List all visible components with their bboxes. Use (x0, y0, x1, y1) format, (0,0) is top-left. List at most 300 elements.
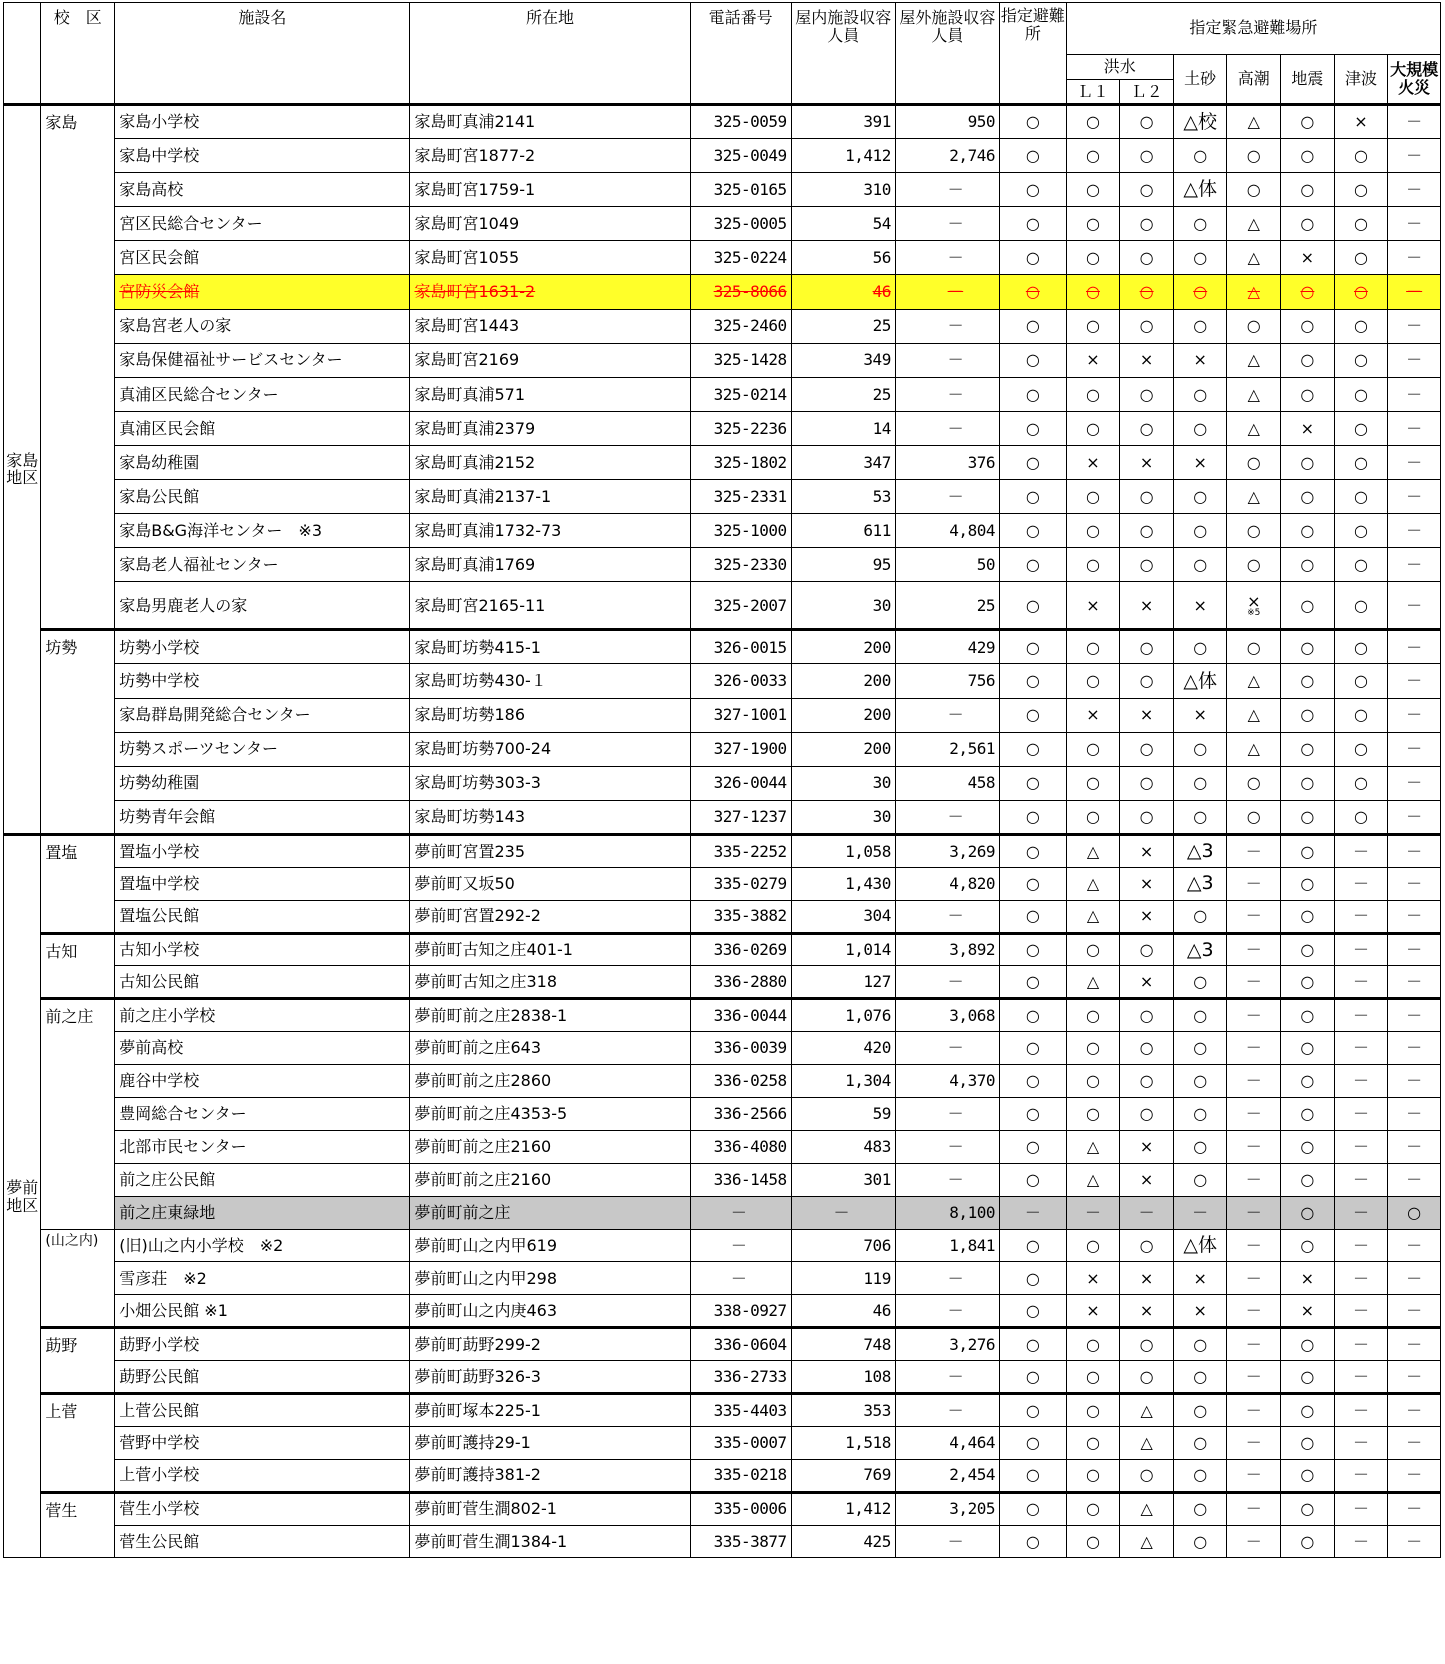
mark-tsunami (1334, 1426, 1388, 1459)
mark-symbol: × (1193, 595, 1207, 615)
mark-fire (1388, 1426, 1441, 1459)
mark-tsunami (1334, 1098, 1388, 1131)
mark-designated (999, 1065, 1066, 1098)
facility-name: (旧)山之内小学校 ※2 (115, 1229, 410, 1262)
mark-symbol: － (1138, 1202, 1155, 1222)
facility-phone: 325-0005 (690, 207, 791, 241)
mark-flood-l2 (1120, 1295, 1174, 1328)
mark-symbol: ○ (1139, 1334, 1154, 1354)
mark-storm-surge (1227, 1229, 1281, 1262)
mark-symbol: ○ (1025, 112, 1040, 132)
mark-landslide (1173, 275, 1227, 309)
mark-symbol: ○ (1300, 1499, 1315, 1519)
facility-address: 家島町真浦2141 (410, 105, 690, 139)
mark-storm-surge (1227, 343, 1281, 377)
mark-symbol: ○ (1193, 1104, 1208, 1124)
mark-storm-surge (1227, 139, 1281, 173)
mark-symbol: － (1406, 972, 1423, 992)
mark-fire (1388, 698, 1441, 732)
facility-name: 豊岡総合センター (115, 1098, 410, 1131)
mark-symbol: ○ (1139, 316, 1154, 336)
mark-symbol: ○ (1086, 418, 1100, 438)
mark-symbol: ○ (1139, 1038, 1154, 1058)
outdoor-capacity: － (895, 173, 999, 207)
mark-flood-l2 (1120, 933, 1174, 966)
mark-designated (999, 664, 1066, 698)
mark-symbol: △3 (1186, 938, 1214, 961)
facility-phone: 325-0214 (690, 377, 791, 411)
mark-symbol: △ (1247, 384, 1260, 404)
mark-tsunami (1334, 548, 1388, 582)
mark-fire (1388, 275, 1441, 309)
header-blank (4, 3, 41, 105)
mark-symbol: ○ (1353, 671, 1368, 691)
mark-fire (1388, 732, 1441, 766)
mark-tsunami (1334, 1262, 1388, 1295)
facility-phone: 335-0006 (690, 1492, 791, 1525)
facility-address: 夢前町前之庄2838-1 (410, 999, 690, 1032)
shelter-table-sheet (3, 2, 1441, 1558)
mark-earthquake (1281, 834, 1335, 867)
mark-landslide (1173, 630, 1227, 664)
mark-tsunami (1334, 445, 1388, 479)
mark-flood-l2 (1120, 1492, 1174, 1525)
mark-landslide (1173, 1163, 1227, 1196)
mark-symbol: × (1139, 350, 1154, 370)
table-row (4, 1328, 1441, 1361)
header-fire: 大規模火災 (1388, 55, 1441, 105)
mark-storm-surge (1227, 173, 1281, 207)
mark-flood-l2 (1120, 1328, 1174, 1361)
mark-flood-l1 (1066, 1394, 1120, 1427)
mark-symbol: △ (1247, 248, 1260, 268)
mark-fire (1388, 1032, 1441, 1065)
mark-earthquake (1281, 275, 1335, 309)
mark-symbol: － (1406, 1268, 1423, 1288)
facility-phone: 327-1001 (690, 698, 791, 732)
mark-tsunami (1334, 514, 1388, 548)
mark-tsunami (1334, 139, 1388, 173)
mark-flood-l2 (1120, 1196, 1174, 1229)
mark-symbol: ○ (1139, 1465, 1154, 1485)
school-district-label: 古知 (41, 933, 115, 999)
mark-symbol: ○ (1086, 1104, 1100, 1124)
mark-fire (1388, 1229, 1441, 1262)
mark-symbol: ○ (1025, 595, 1040, 615)
facility-address: 家島町宮2165-11 (410, 582, 690, 630)
mark-symbol: ○ (1300, 112, 1315, 132)
facility-phone: 336-0039 (690, 1032, 791, 1065)
mark-flood-l1 (1066, 1196, 1120, 1229)
mark-designated (999, 173, 1066, 207)
header-school: 校 区 (41, 3, 115, 105)
mark-symbol: ○ (1193, 282, 1208, 302)
mark-symbol: ○ (1025, 1433, 1040, 1453)
mark-symbol: ○ (1025, 1235, 1040, 1255)
facility-name: 菅野中学校 (115, 1426, 410, 1459)
mark-symbol: ○ (1353, 452, 1368, 472)
mark-landslide (1173, 1098, 1227, 1131)
table-row (4, 630, 1441, 664)
mark-tsunami (1334, 1525, 1388, 1558)
mark-symbol: － (1245, 1433, 1262, 1453)
facility-phone: 325-2460 (690, 309, 791, 343)
district-label: 家島地区 (4, 105, 41, 835)
mark-symbol: － (1084, 1202, 1101, 1222)
mark-symbol: － (1406, 1137, 1423, 1157)
mark-symbol: ○ (1139, 940, 1154, 960)
mark-symbol: × (1139, 705, 1154, 725)
mark-symbol: － (1352, 1268, 1369, 1288)
facility-address: 夢前町菅生澗1384-1 (410, 1525, 690, 1558)
header-emergency: 指定緊急避難場所 (1066, 3, 1440, 55)
mark-symbol: － (1352, 1137, 1369, 1157)
facility-phone: 335-0279 (690, 867, 791, 900)
mark-storm-surge (1227, 732, 1281, 766)
mark-flood-l2 (1120, 867, 1174, 900)
mark-symbol: × (1086, 1300, 1100, 1320)
mark-symbol: △ (1086, 1137, 1100, 1157)
mark-symbol: ○ (1300, 906, 1315, 926)
mark-symbol: ○ (1407, 1202, 1422, 1222)
mark-symbol: － (1406, 1531, 1423, 1551)
outdoor-capacity: 8,100 (895, 1196, 999, 1229)
table-row (4, 1262, 1441, 1295)
mark-landslide (1173, 1065, 1227, 1098)
mark-tsunami (1334, 207, 1388, 241)
mark-flood-l2 (1120, 1525, 1174, 1558)
indoor-capacity: 425 (791, 1525, 895, 1558)
facility-phone: 325-1428 (690, 343, 791, 377)
mark-symbol: △体 (1183, 178, 1217, 201)
mark-fire (1388, 999, 1441, 1032)
mark-flood-l2 (1120, 900, 1174, 933)
mark-tsunami (1334, 480, 1388, 514)
mark-flood-l1 (1066, 241, 1120, 275)
mark-landslide (1173, 377, 1227, 411)
mark-symbol: ○ (1025, 1005, 1040, 1025)
indoor-capacity: 706 (791, 1229, 895, 1262)
indoor-capacity: 310 (791, 173, 895, 207)
outdoor-capacity: 376 (895, 445, 999, 479)
mark-symbol: △ (1086, 906, 1100, 926)
outdoor-capacity: 3,269 (895, 834, 999, 867)
table-row (4, 1426, 1441, 1459)
mark-symbol: △ (1247, 705, 1260, 725)
mark-symbol: ○ (1193, 1169, 1208, 1189)
indoor-capacity: 25 (791, 309, 895, 343)
mark-tsunami (1334, 800, 1388, 834)
mark-symbol: ○ (1086, 179, 1100, 199)
mark-symbol: － (1352, 873, 1369, 893)
outdoor-capacity: － (895, 1163, 999, 1196)
mark-tsunami (1334, 343, 1388, 377)
mark-landslide (1173, 1229, 1227, 1262)
mark-tsunami (1334, 766, 1388, 800)
mark-flood-l2 (1120, 275, 1174, 309)
mark-symbol: ○ (1300, 452, 1315, 472)
outdoor-capacity: － (895, 377, 999, 411)
mark-symbol: ○ (1353, 705, 1368, 725)
mark-symbol: ○ (1193, 1465, 1208, 1485)
mark-earthquake (1281, 1229, 1335, 1262)
mark-symbol: － (1406, 807, 1423, 827)
mark-symbol: ○ (1025, 671, 1040, 691)
mark-symbol: ○ (1300, 972, 1315, 992)
mark-symbol: △ (1086, 873, 1100, 893)
mark-flood-l2 (1120, 411, 1174, 445)
mark-symbol: × (1139, 1137, 1154, 1157)
facility-name: 古知小学校 (115, 933, 410, 966)
indoor-capacity: 1,412 (791, 1492, 895, 1525)
school-district-label: 坊勢 (41, 630, 115, 835)
mark-symbol: ○ (1086, 773, 1100, 793)
mark-symbol: ○ (1246, 145, 1261, 165)
mark-fire (1388, 1163, 1441, 1196)
mark-symbol: ○ (1025, 906, 1040, 926)
mark-earthquake (1281, 900, 1335, 933)
header-designated: 指定避難所 (999, 3, 1066, 105)
mark-earthquake (1281, 514, 1335, 548)
mark-earthquake (1281, 445, 1335, 479)
mark-earthquake (1281, 867, 1335, 900)
mark-storm-surge (1227, 377, 1281, 411)
mark-flood-l1 (1066, 173, 1120, 207)
mark-symbol: × (1086, 705, 1100, 725)
mark-designated (999, 1361, 1066, 1394)
table-row (4, 139, 1441, 173)
mark-flood-l2 (1120, 139, 1174, 173)
mark-flood-l1 (1066, 377, 1120, 411)
mark-symbol: ○ (1193, 1400, 1208, 1420)
facility-phone: 335-3877 (690, 1525, 791, 1558)
mark-symbol: ○ (1086, 637, 1100, 657)
mark-storm-surge (1227, 241, 1281, 275)
mark-earthquake (1281, 630, 1335, 664)
mark-earthquake (1281, 343, 1335, 377)
indoor-capacity: 200 (791, 732, 895, 766)
table-row (4, 241, 1441, 275)
mark-symbol: ○ (1300, 773, 1315, 793)
mark-symbol: × (1193, 1300, 1207, 1320)
mark-symbol: △ (1247, 418, 1260, 438)
indoor-capacity: 200 (791, 630, 895, 664)
outdoor-capacity: 3,276 (895, 1328, 999, 1361)
facility-phone: 325-0165 (690, 173, 791, 207)
mark-landslide (1173, 1032, 1227, 1065)
mark-symbol: ○ (1300, 214, 1315, 234)
mark-landslide (1173, 411, 1227, 445)
facility-name: 置塩中学校 (115, 867, 410, 900)
mark-symbol: ○ (1025, 1465, 1040, 1485)
facility-phone: 335-0218 (690, 1459, 791, 1492)
mark-symbol: × (1139, 595, 1154, 615)
mark-flood-l2 (1120, 1098, 1174, 1131)
facility-address: 夢前町山之内甲298 (410, 1262, 690, 1295)
mark-symbol: × (1086, 350, 1100, 370)
facility-address: 家島町坊勢415-1 (410, 630, 690, 664)
mark-symbol: － (1352, 1531, 1369, 1551)
mark-symbol: ○ (1086, 520, 1100, 540)
mark-symbol: ○ (1025, 248, 1040, 268)
mark-symbol: △校 (1183, 110, 1217, 133)
mark-flood-l1 (1066, 514, 1120, 548)
shelter-table (3, 2, 1441, 1558)
facility-name: 雪彦荘 ※2 (115, 1262, 410, 1295)
mark-symbol: ○ (1193, 773, 1208, 793)
mark-designated (999, 309, 1066, 343)
mark-designated (999, 1262, 1066, 1295)
mark-designated (999, 900, 1066, 933)
mark-symbol: × (1139, 906, 1154, 926)
mark-symbol: ○ (1025, 145, 1040, 165)
mark-symbol: － (1406, 637, 1423, 657)
mark-landslide (1173, 445, 1227, 479)
outdoor-capacity: － (895, 1361, 999, 1394)
table-row (4, 309, 1441, 343)
mark-symbol: ○ (1300, 1334, 1315, 1354)
facility-phone: 338-0927 (690, 1295, 791, 1328)
indoor-capacity: 54 (791, 207, 895, 241)
facility-phone: 336-2566 (690, 1098, 791, 1131)
mark-symbol: ○ (1086, 1071, 1100, 1091)
mark-symbol: ○ (1353, 637, 1368, 657)
mark-symbol: － (1406, 179, 1423, 199)
mark-symbol: － (1245, 1038, 1262, 1058)
indoor-capacity: 46 (791, 1295, 895, 1328)
facility-phone: 335-0007 (690, 1426, 791, 1459)
mark-symbol: － (1406, 486, 1423, 506)
mark-flood-l2 (1120, 1426, 1174, 1459)
mark-flood-l1 (1066, 445, 1120, 479)
mark-earthquake (1281, 582, 1335, 630)
mark-flood-l2 (1120, 1394, 1174, 1427)
mark-symbol: ○ (1353, 282, 1368, 302)
mark-symbol: ○ (1086, 739, 1100, 759)
mark-symbol: － (1352, 1202, 1369, 1222)
mark-earthquake (1281, 1196, 1335, 1229)
mark-landslide (1173, 1492, 1227, 1525)
facility-name: 家島高校 (115, 173, 410, 207)
mark-symbol: △体 (1183, 669, 1217, 692)
mark-storm-surge (1227, 105, 1281, 139)
facility-name: 北部市民センター (115, 1130, 410, 1163)
table-row (4, 207, 1441, 241)
mark-earthquake (1281, 1525, 1335, 1558)
indoor-capacity: 420 (791, 1032, 895, 1065)
indoor-capacity: 1,412 (791, 139, 895, 173)
school-district-label: 置塩 (41, 834, 115, 933)
mark-symbol: ○ (1025, 773, 1040, 793)
mark-symbol: ○ (1193, 1038, 1208, 1058)
mark-storm-surge (1227, 1525, 1281, 1558)
mark-symbol: △ (1140, 1531, 1153, 1551)
mark-symbol: ○ (1353, 773, 1368, 793)
mark-symbol: － (1406, 248, 1423, 268)
mark-symbol: ○ (1193, 316, 1208, 336)
mark-symbol: ○ (1300, 595, 1315, 615)
indoor-capacity: 483 (791, 1130, 895, 1163)
outdoor-capacity: 4,464 (895, 1426, 999, 1459)
mark-flood-l2 (1120, 766, 1174, 800)
mark-symbol: × (1300, 1300, 1315, 1320)
mark-earthquake (1281, 1163, 1335, 1196)
mark-flood-l1 (1066, 800, 1120, 834)
mark-symbol: － (1406, 595, 1423, 615)
header-l2: Ｌ２ (1120, 80, 1174, 105)
mark-earthquake (1281, 1459, 1335, 1492)
outdoor-capacity: － (895, 966, 999, 999)
facility-phone: 336-0269 (690, 933, 791, 966)
mark-symbol: ○ (1086, 1334, 1100, 1354)
mark-symbol: － (1406, 1235, 1423, 1255)
facility-address: 夢前町莇野326-3 (410, 1361, 690, 1394)
mark-designated (999, 630, 1066, 664)
table-row (4, 1098, 1441, 1131)
facility-name: 宮区民総合センター (115, 207, 410, 241)
mark-symbol: ○ (1193, 1531, 1208, 1551)
mark-fire (1388, 377, 1441, 411)
facility-address: 夢前町宮置235 (410, 834, 690, 867)
facility-address: 家島町真浦2379 (410, 411, 690, 445)
mark-flood-l1 (1066, 1229, 1120, 1262)
mark-symbol: ○ (1139, 739, 1154, 759)
mark-symbol: － (1352, 1499, 1369, 1519)
mark-symbol: ○ (1086, 554, 1100, 574)
indoor-capacity: 347 (791, 445, 895, 479)
indoor-capacity: 25 (791, 377, 895, 411)
facility-address: 家島町真浦1732-73 (410, 514, 690, 548)
mark-symbol: － (1406, 873, 1423, 893)
mark-earthquake (1281, 999, 1335, 1032)
header-l1: Ｌ１ (1066, 80, 1120, 105)
mark-flood-l2 (1120, 343, 1174, 377)
mark-flood-l1 (1066, 630, 1120, 664)
mark-symbol: － (1352, 1005, 1369, 1025)
facility-address: 夢前町莇野299-2 (410, 1328, 690, 1361)
mark-symbol: ○ (1139, 486, 1154, 506)
mark-symbol: ○ (1193, 520, 1208, 540)
mark-flood-l2 (1120, 548, 1174, 582)
mark-symbol: ○ (1139, 1005, 1154, 1025)
mark-fire (1388, 548, 1441, 582)
facility-name: 家島老人福祉センター (115, 548, 410, 582)
mark-symbol: ○ (1300, 1137, 1315, 1157)
mark-flood-l1 (1066, 1032, 1120, 1065)
mark-symbol: ○ (1246, 637, 1261, 657)
mark-fire (1388, 343, 1441, 377)
mark-symbol: ○ (1193, 418, 1208, 438)
mark-symbol: ○ (1193, 1071, 1208, 1091)
mark-designated (999, 1163, 1066, 1196)
mark-symbol: － (1406, 705, 1423, 725)
mark-symbol: － (1352, 1400, 1369, 1420)
mark-flood-l2 (1120, 732, 1174, 766)
mark-landslide (1173, 241, 1227, 275)
mark-symbol: ○ (1300, 1169, 1315, 1189)
table-row (4, 105, 1441, 139)
mark-symbol: ○ (1086, 384, 1100, 404)
mark-storm-surge (1227, 1394, 1281, 1427)
outdoor-capacity: 950 (895, 105, 999, 139)
table-row (4, 732, 1441, 766)
mark-flood-l1 (1066, 766, 1120, 800)
mark-earthquake (1281, 1426, 1335, 1459)
mark-symbol: ○ (1025, 418, 1040, 438)
mark-symbol: － (1245, 1202, 1262, 1222)
mark-flood-l1 (1066, 582, 1120, 630)
outdoor-capacity: － (895, 1098, 999, 1131)
